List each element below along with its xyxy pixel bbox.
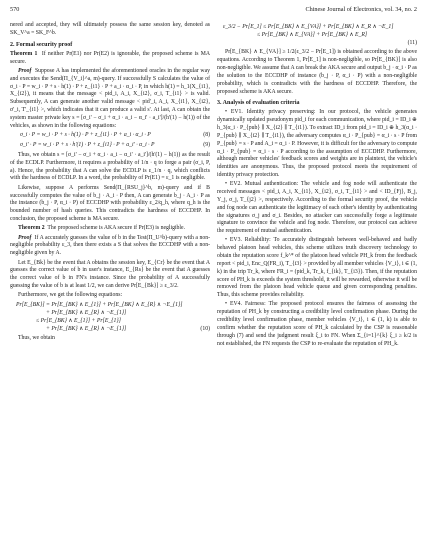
criterion-ev2: • EV2. Mutual authentication: The vehicle and fog node will authenticate the received messages < pid_i, A_i, X_{i1}, X_{i2}, σ_i, T_{i1} > and < ID_{Fj}, B_j, Y_j, σ_j, T_{j2} >, respectively. According to the formal security proof, the vehicle and fog node can authenticate the legitimacy of each other's identity by authenticating the signatures σ_j and σ_i. Besides, no attacker can successfully forge a legitimate signature to convince the vehicle and fog node. Therefore, our protocol can achieve the requirement of mutual authentication. (217, 181, 417, 235)
proof-2 (10, 235, 210, 258)
equation-line: ≤ Pr[E_{BK} ∧ E_{1}] + Pr[E_{1}] (36, 317, 121, 324)
equation-line: ≤ Pr[E_{BK} ∧ E_{VA}] + Pr[E_{BK} ∧ E_R] (257, 31, 368, 38)
equation-number: (11) (407, 39, 417, 46)
proof-1 (10, 68, 210, 131)
criterion-ev4: • EV4. Fairness: The proposed protocol ensures the fairness of assessing the reputation of PH_k by constructing a credibility level confirmation phase. During the credibility level confirmation phase, member vehicles {V_i}, i ∈ (1, k) is able to confirm whether the reputation score of PH_k calculated by the CSP is reasonable through (7) and send the judgment result ξ_i to FN. When Σ_{i=1}^{k} ξ_i ≥ k/2 is not established, the FN requests the CSP to re-evaluate the reputation of PH_k. (217, 301, 417, 347)
paragraph: Thus, we obtain (18, 335, 55, 342)
equation-10 (16, 302, 210, 333)
right-column (217, 22, 417, 350)
paragraph: nered and accepted, they will ultimately possess the same session key, denoted as SK_V^a = SK_F^b. (10, 22, 210, 36)
criterion-ev1: • EV1. Identity privacy preserving: In our protocol, the vehicle generates dynamically updated pseudonym pid_i for each communication, where pid_i = ID_i ⊕ h_3(α_i · P_{pub} ∥ X_{i2} ∥ T_{i1}). To extract ID_i from pid_i = ID_i ⊕ h_3(α_i · P_{pub} ∥ X_{i2} ∥ T_{i1}), the adversary computes α_i · P_{pub} = α_i · s · P from P_{pub} = s · P and A_i = α_i · P. However, it is difficult for the adversary to compute α_i · P_{pub} = α_i · s · P according to the assumption of ECCDHP. Furthermore, although member vehicles' feedback scores and weights are in plaintext, the vehicle's identities are anonymous. Thus, the proposed protocol meets the requirement of identity privacy protection. (217, 109, 417, 178)
theorem-text: The proposed scheme is AKA secure if Pr(E3) is negligible. (47, 225, 186, 232)
paragraph: Let E_{Bk} be the event that A obtains the session key, E_{Cr} be the event that A guesses the correct value of b in user's instance, E_{Rs} be the event that A guesses the correct value of b in FN's instance. Since the probability of A successfully guessing the value of b is at least 1/2, we can derive Pr[E_{Bk}] ≥ ε_3/2. (10, 259, 210, 290)
equation-number: (8) (203, 132, 210, 139)
paragraph: Likewise, suppose A performs Send(Π_{RSU_j}^b, m)-query and if B successfully computes the value of b_j · A_i · P then, A can generate b_j · A_i · P as the instance (b_j · P, α_i · P) of ECCDHP with probability ε_2/q_h, where q_h is the bounded number of hash queries. This contradicts the hardness of ECCDHP. In conclusion, the proposed scheme is MA secure. (10, 184, 210, 223)
theorem-1 (10, 51, 210, 67)
equation-line: Pr[E_{BK}] = Pr[E_{BK} ∧ E_{1}] + Pr[E_{BK} ∧ E_{R} ∧ ¬E_{1}] (16, 302, 183, 309)
paragraph: Pr[E_{BK} ∧ E_{VA}] ≥ 1/2(ε_3/2 − Pr[E_1]) is obtained according to the above equations. According to Theorem 1, Pr[E_1] is non-negligible, so Pr[E_{BK}] is also non-negligible. We assume that A can break the AKA secure and output b_j · α_i · P as the solution to the ECCDHP of instance (b_j · P, α_i · P) with a non-negligible probability, which is contradicts with the hardness of ECCDHP. Therefore, the proposed scheme is AKA secure. (217, 49, 417, 95)
equation-number: (10) (200, 325, 210, 332)
equation-9 (10, 142, 210, 150)
section-heading: 2. Formal security proof (10, 41, 73, 48)
equation-text: σ_i' · P = w_i · P + s · h'(1) · P + z_{i1} · P + a_i' · α_i · P (20, 142, 155, 149)
equation-line: + Pr[E_{BK} ∧ E_{R} ∧ ¬E_{1}] (46, 325, 127, 332)
proof-text: If A accurately guesses the value of b in the Test(Π_U^b)-query with a non-negligible probability ε_3, then there exists a S that solves the ECCDHP with a non-negligible given by A. (10, 234, 211, 257)
theorem-label: Theorem 2 (18, 225, 45, 232)
equation-number: (9) (203, 142, 210, 149)
proof-label: Proof (18, 67, 32, 74)
equation-line: ε_3/2 − Pr[E_1] ≤ Pr[E_{BK} ∧ E_{VA}] + Pr[E_{BK} ∧ E_R ∧ ¬E_1] (223, 24, 394, 30)
journal-title: Chinese Journal of Electronics, vol. 34, no. 2 (305, 6, 417, 13)
equation-text: σ_i · P = w_i · P + s · h(1) · P + z_{i1} · P + a_i · α_i · P (20, 132, 151, 139)
proof-text: Suppose A has implemented the aforementioned oracles in the regular way and executes the Send(Π_{V_i}^a, m)-query. If successfully S calculates the value of σ_i · P = w_i · P + s · h(1) · P + z_{i1} · P + a_i · α_i · P, in which h(1) = h_1(X_{i1}, X_{i2}), it means that the message < pid_i, A_i, X_{i2}, σ_i, T_{i1} > is valid. Subsequently, A can generate another valid message < pid'_i, A_i, X_{i1}, X_{i2}, σ'_i, T'_{i1} >, which indicates that it can produce a valid s'. At last, A can obtain the system master private key s = [σ_i' − σ_i + α_i · a_i − α_i' · a_i']/(h'(1) − h(1)) of the vehicles, as shown in the following equations: (10, 67, 211, 129)
equation-line: + Pr[E_{BK} ∧ E_{R} ∧ ¬E_{1}] (46, 309, 127, 316)
page-header (10, 6, 417, 18)
section-heading: 3. Analysis of evaluation criteria (217, 100, 300, 107)
paragraph: Furthermore, we get the following equations: (18, 292, 123, 299)
theorem-text: If neither Pr(E1) nor Pr(E2) is ignorable, the proposed scheme is MA secure. (10, 50, 211, 65)
equation-8 (10, 132, 210, 140)
page-number: 570 (10, 6, 20, 13)
theorem-2 (10, 225, 210, 233)
left-column (10, 22, 210, 345)
equation-11 (223, 24, 417, 47)
paragraph: Thus, we obtain s = [σ_i' − σ_i + α_i · a_i − α_i' · a_i']/(h'(1) − h(1)) as the result of the ECDLP. Furthermore, it requires a probability of 1/n · q to forge a pair (σ_i, P, a). Hence, the probability that A can solve the ECDLP is ε_1/n · q, which conflicts with the hardness of ECDLP. In a word, the probability of Pr(E1) = ε_1 is negligible. (10, 152, 210, 182)
criterion-ev3: • EV3. Reliability: To accurately distinguish between well-behaved and badly behaved platoon head vehicles, this scheme utilizes truth discovery technology to obtain the reputation score f_k^* of the platoon head vehicle PH_k from the feedback report < pid_i, Enc_Q(FR_i), T_{i3} > provided by all member vehicles {V_i}, i ∈ (1, k) in the trip Tr_k, where FR_i = (pid_k, Tr_k, f_{ik}, T_{i3}). Then, if the reputation score of PH_k is exceeds the system threshold, it will be rewarded, otherwise it will be removed from the platoon head vehicle queue and given corresponding penalties. Thus, this scheme provides reliability. (217, 237, 417, 299)
proof-label: Proof (18, 234, 32, 241)
theorem-label: Theorem 1 (10, 50, 38, 57)
